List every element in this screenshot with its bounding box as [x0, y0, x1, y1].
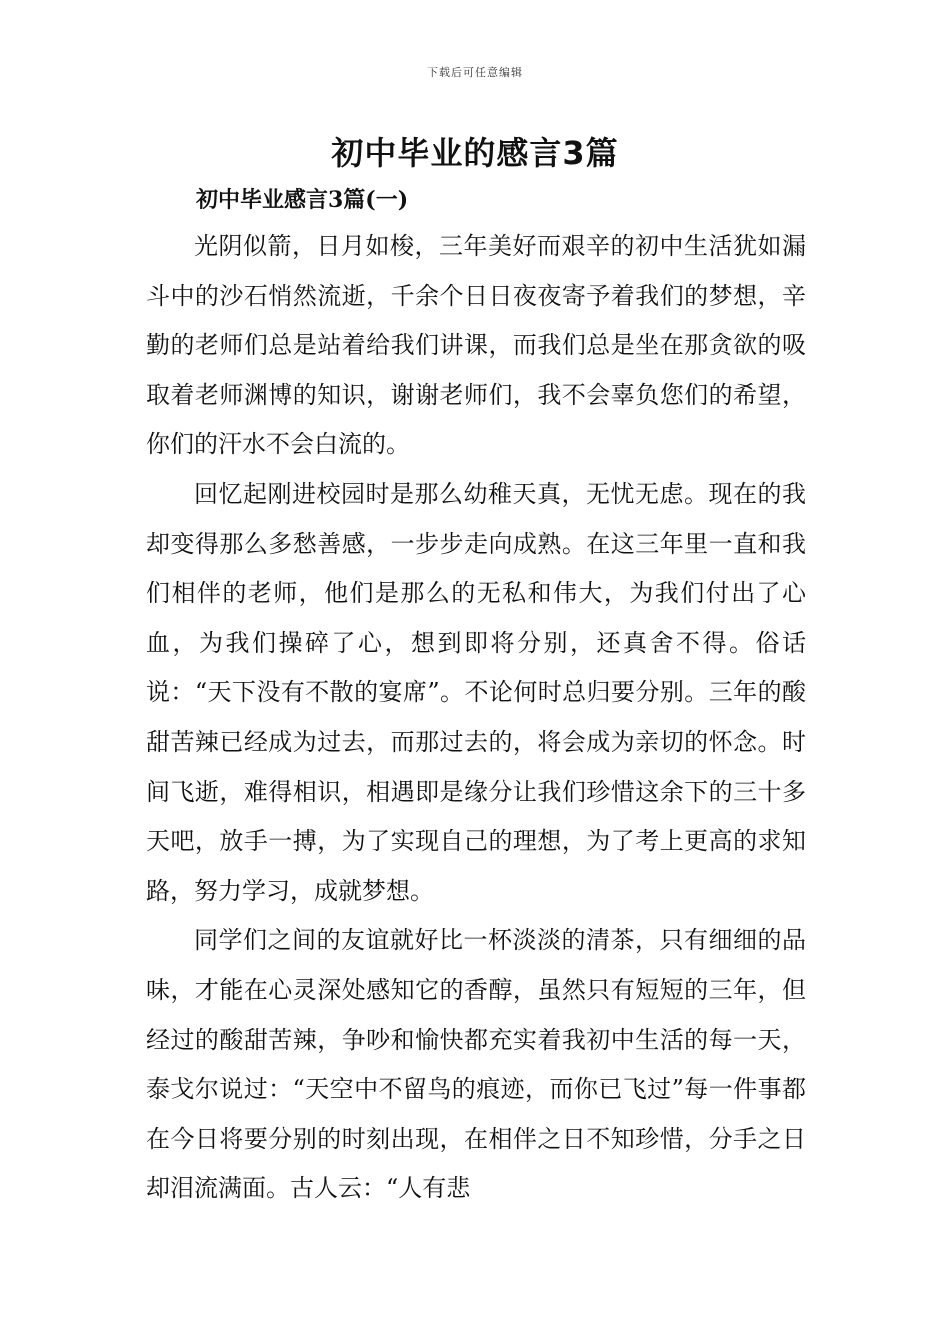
- section-heading: 初中毕业感言3篇(一): [196, 187, 409, 213]
- paragraph-1: 光阴似箭，日月如梭，三年美好而艰辛的初中生活犹如漏斗中的沙石悄然流逝，千余个日日夜夜寄予着我们的梦想，辛勤的老师们总是站着给我们讲课，而我们总是坐在那贪欲的吸取着老师渊博的知识，谢谢老师们，我不会辜负您们的希望，你们的汗水不会白流的。: [146, 232, 806, 459]
- paragraph-3: 同学们之间的友谊就好比一杯淡淡的清茶，只有细细的品味，才能在心灵深处感知它的香醇，虽然只有短短的三年，但经过的酸甜苦辣，争吵和愉快都充实着我初中生活的每一天，泰戈尔说过：“天空中不留鸟的痕迹，而你已飞过”每一件事都在今日将要分别的时刻出现，在相伴之日不知珍惜，分手之日却泪流满面。古人云：“人有悲: [146, 926, 806, 1203]
- body-text: [146, 222, 806, 1214]
- header-note: 下载后可任意编辑: [427, 66, 523, 79]
- document-title: 初中毕业的感言3篇: [331, 134, 619, 172]
- paragraph-2: 回忆起刚进校园时是那么幼稚天真，无忧无虑。现在的我却变得那么多愁善感，一步步走向成熟。在这三年里一直和我们相伴的老师，他们是那么的无私和伟大，为我们付出了心血，为我们操碎了心，想到即将分别，还真舍不得。俗话说：“天下没有不散的宴席”。不论何时总归要分别。三年的酸甜苦辣已经成为过去，而那过去的，将会成为亲切的怀念。时间飞逝，难得相识，相遇即是缘分让我们珍惜这余下的三十多天吧，放手一搏，为了实现自己的理想，为了考上更高的求知路，努力学习，成就梦想。: [146, 479, 806, 905]
